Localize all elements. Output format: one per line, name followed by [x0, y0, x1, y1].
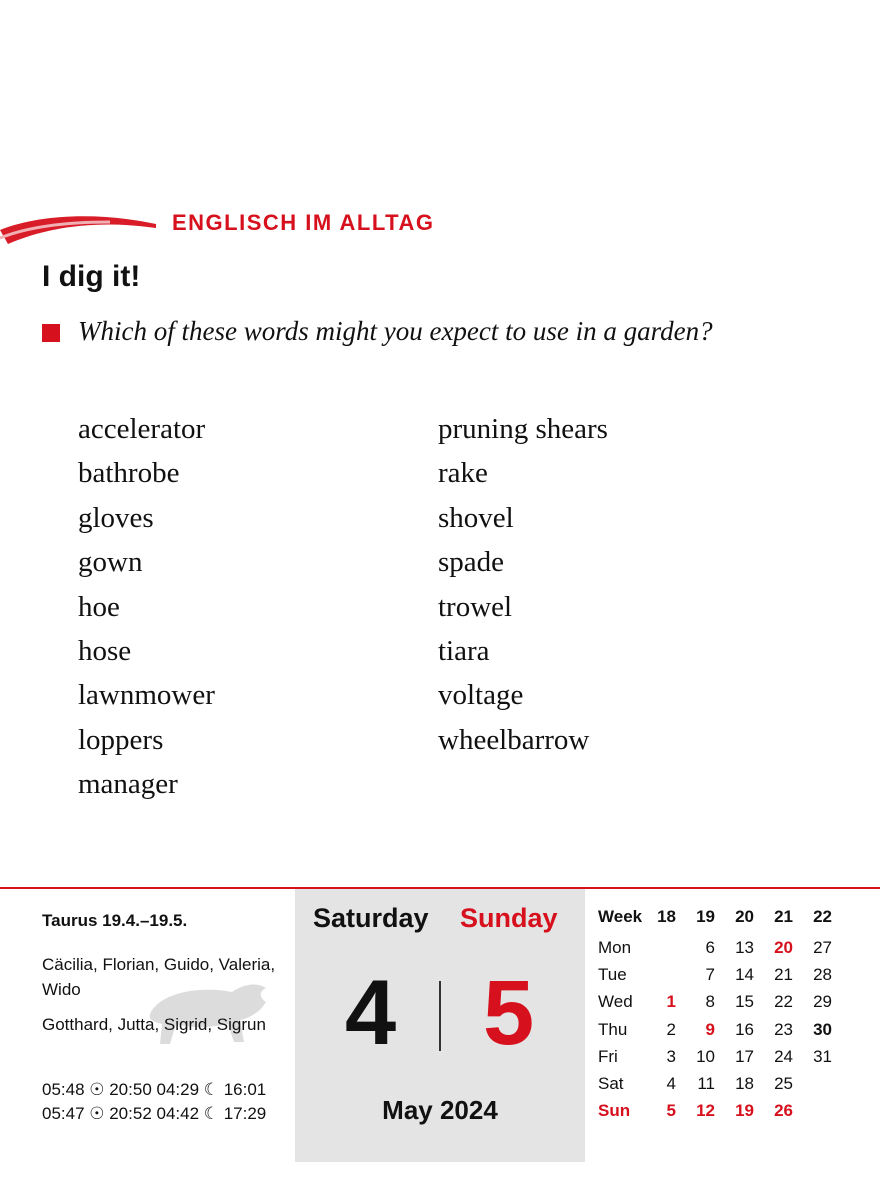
week-number: 21	[774, 907, 793, 926]
word-item: hose	[78, 635, 132, 668]
calendar-day: 29	[813, 992, 832, 1012]
day-number-saturday: 4	[345, 962, 397, 1064]
weekday-label: Mon	[598, 938, 632, 957]
calendar-day: 8	[705, 992, 715, 1012]
calendar-day: 13	[735, 938, 754, 957]
calendar-day: 3	[666, 1046, 676, 1066]
word-item: manager	[78, 768, 178, 801]
calendar-day: 23	[774, 1019, 793, 1039]
sun-moon-sunday: 05:47 ☉ 20:52 04:42 ☾ 17:29	[42, 1104, 267, 1123]
calendar-day: 2	[666, 1019, 676, 1039]
day-number-sunday: 5	[483, 962, 535, 1064]
question-text: Which of these words might you expect to use in a garden?	[78, 316, 713, 346]
weekday-label: Thu	[598, 1019, 628, 1039]
word-item: pruning shears	[438, 413, 608, 445]
word-item: rake	[438, 457, 488, 490]
word-item: bathrobe	[78, 457, 180, 490]
day-name-sunday: Sunday	[460, 903, 558, 933]
name-days-saturday: Cäcilia, Florian, Guido, Valeria, Wido	[42, 955, 276, 999]
calendar-day: 5	[666, 1101, 676, 1121]
word-list-right	[438, 407, 608, 762]
word-item: lawnmower	[78, 679, 215, 712]
sun-moon-times	[42, 1078, 266, 1126]
calendar-day: 18	[735, 1073, 754, 1093]
calendar-day: 17	[735, 1046, 754, 1066]
weekday-label: Sun	[598, 1101, 631, 1121]
date-divider	[439, 981, 441, 1051]
calendar-day: 20	[774, 938, 793, 957]
weekday-label: Sat	[598, 1073, 624, 1093]
calendar-day: 6	[705, 938, 715, 957]
week-number: 22	[813, 907, 832, 926]
calendar-day: 10	[696, 1046, 715, 1066]
calendar-day: 22	[774, 992, 793, 1012]
calendar-day: 28	[813, 965, 832, 985]
word-item: spade	[438, 546, 505, 579]
calendar-day: 14	[735, 965, 754, 985]
sun-moon-saturday: 05:48 ☉ 20:50 04:29 ☾ 16:01	[42, 1080, 267, 1099]
weekday-label: Tue	[598, 965, 627, 985]
page-title: I dig it!	[42, 260, 141, 293]
calendar-day: 24	[774, 1046, 793, 1066]
word-item: accelerator	[78, 413, 206, 445]
calendar-day: 12	[696, 1101, 715, 1121]
calendar-day: 9	[705, 1019, 715, 1039]
calendar-day: 7	[705, 965, 715, 985]
calendar-day: 11	[697, 1073, 715, 1093]
word-item: trowel	[438, 590, 513, 623]
calendar-day: 16	[735, 1019, 754, 1039]
section-label: ENGLISCH IM ALLTAG	[172, 210, 435, 235]
name-days-sunday: Gotthard, Jutta, Sigrid, Sigrun	[42, 1015, 266, 1034]
zodiac-sign: Taurus 19.4.–19.5.	[42, 911, 188, 930]
calendar-day: 1	[666, 992, 676, 1012]
word-item: loppers	[78, 723, 164, 756]
red-square-bullet-icon	[42, 324, 60, 342]
weekday-label: Fri	[598, 1046, 618, 1066]
week-number: 19	[696, 907, 715, 926]
word-item: gown	[78, 546, 143, 579]
word-item: tiara	[438, 635, 490, 668]
calendar-day: 27	[813, 938, 832, 957]
word-item: gloves	[78, 501, 154, 534]
calendar-day: 25	[774, 1073, 793, 1093]
calendar-day: 21	[774, 965, 793, 985]
calendar-day: 4	[666, 1073, 676, 1093]
calendar-day: 30	[813, 1019, 832, 1039]
day-info	[42, 908, 287, 1123]
word-item: hoe	[78, 590, 120, 623]
week-label: Week	[598, 907, 643, 926]
month-year: May 2024	[382, 1095, 498, 1125]
week-number: 20	[735, 907, 754, 926]
day-name-saturday: Saturday	[313, 903, 429, 933]
date-box	[295, 889, 585, 1162]
calendar-day: 19	[735, 1101, 754, 1121]
word-item: shovel	[438, 501, 514, 534]
word-item: voltage	[438, 679, 524, 712]
week-number: 18	[657, 907, 676, 926]
red-swoosh-icon	[0, 208, 160, 248]
calendar-day: 31	[813, 1046, 832, 1066]
calendar-day: 15	[735, 992, 754, 1012]
calendar-day: 26	[774, 1101, 793, 1121]
weekday-label: Wed	[598, 992, 633, 1012]
word-list-left	[78, 407, 215, 807]
word-item: wheelbarrow	[438, 723, 590, 756]
